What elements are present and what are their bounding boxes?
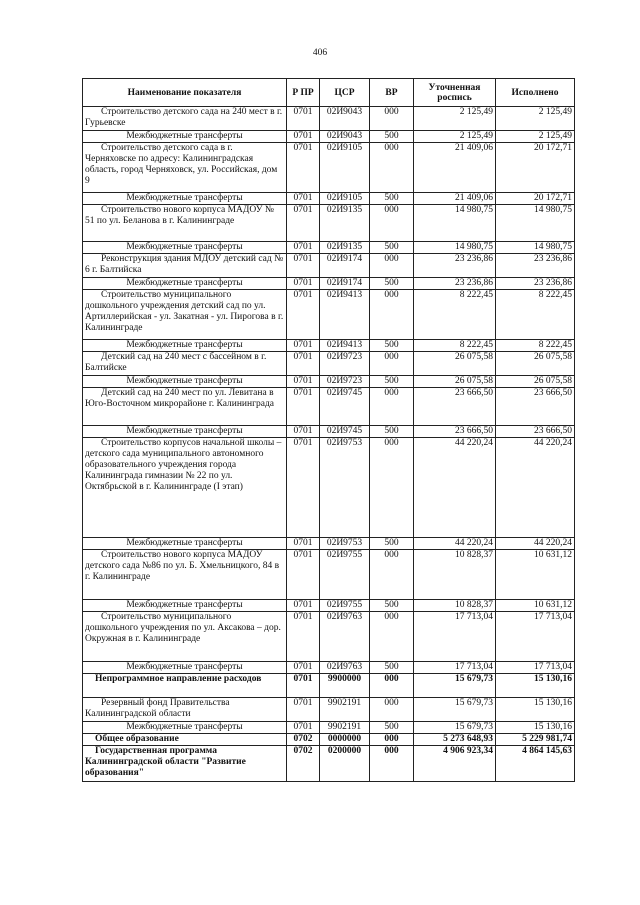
cell-isp: 8 222,45 — [496, 290, 575, 340]
cell-rpr: 0701 — [287, 722, 320, 734]
cell-name: Строительство корпусов начальной школы – детского сада муниципального автономного образовательного учреждения города Калининграда гимназии № 22 по ул. Октябрьской в г. Калининграде (I этап) — [83, 438, 287, 538]
cell-utoch: 8 222,45 — [414, 340, 496, 352]
cell-rpr: 0701 — [287, 662, 320, 674]
table-row — [83, 426, 575, 438]
cell-isp: 15 130,16 — [496, 698, 575, 722]
cell-isp: 5 229 981,74 — [496, 734, 575, 746]
cell-name: Межбюджетные трансферты — [83, 722, 287, 734]
cell-utoch: 14 980,75 — [414, 242, 496, 254]
cell-rpr: 0701 — [287, 388, 320, 426]
cell-utoch: 8 222,45 — [414, 290, 496, 340]
cell-name: Государственная программа Калининградской области "Развитие образования" — [83, 746, 287, 782]
table-row — [83, 746, 575, 782]
cell-utoch: 4 906 923,34 — [414, 746, 496, 782]
cell-vr: 000 — [370, 254, 414, 278]
cell-name: Резервный фонд Правительства Калининградской области — [83, 698, 287, 722]
column-header-csr: ЦСР — [320, 79, 370, 107]
cell-utoch: 15 679,73 — [414, 698, 496, 722]
table-row — [83, 107, 575, 131]
cell-isp: 17 713,04 — [496, 662, 575, 674]
cell-utoch: 14 980,75 — [414, 205, 496, 242]
cell-name: Непрограммное направление расходов — [83, 674, 287, 698]
cell-isp: 23 666,50 — [496, 426, 575, 438]
cell-csr: 9900000 — [320, 674, 370, 698]
table-header-row — [83, 79, 575, 107]
table-row — [83, 376, 575, 388]
table-row — [83, 438, 575, 538]
cell-isp: 44 220,24 — [496, 438, 575, 538]
cell-name: Межбюджетные трансферты — [83, 376, 287, 388]
page-number: 406 — [312, 48, 328, 58]
cell-vr: 000 — [370, 143, 414, 193]
cell-rpr: 0702 — [287, 734, 320, 746]
cell-name: Детский сад на 240 мест с бассейном в г. Балтийске — [83, 352, 287, 376]
cell-rpr: 0701 — [287, 340, 320, 352]
cell-name: Межбюджетные трансферты — [83, 193, 287, 205]
cell-csr: 9902191 — [320, 698, 370, 722]
cell-isp: 2 125,49 — [496, 107, 575, 131]
cell-utoch: 21 409,06 — [414, 143, 496, 193]
cell-csr: 02И9745 — [320, 388, 370, 426]
cell-isp: 17 713,04 — [496, 612, 575, 662]
cell-csr: 02И9043 — [320, 107, 370, 131]
cell-csr: 02И9135 — [320, 242, 370, 254]
cell-isp: 10 631,12 — [496, 600, 575, 612]
cell-name: Межбюджетные трансферты — [83, 278, 287, 290]
cell-rpr: 0702 — [287, 746, 320, 782]
table-row — [83, 698, 575, 722]
cell-csr: 02И9723 — [320, 376, 370, 388]
cell-vr: 500 — [370, 278, 414, 290]
cell-utoch: 15 679,73 — [414, 722, 496, 734]
cell-name: Строительство муниципального дошкольного учреждения детский сад по ул. Артиллерийская - ул. Закатная - ул. Пирогова в г. Калининграде — [83, 290, 287, 340]
table-row — [83, 538, 575, 550]
cell-vr: 000 — [370, 205, 414, 242]
cell-rpr: 0701 — [287, 426, 320, 438]
cell-isp: 8 222,45 — [496, 340, 575, 352]
cell-csr: 02И9135 — [320, 205, 370, 242]
cell-name: Межбюджетные трансферты — [83, 340, 287, 352]
cell-vr: 000 — [370, 388, 414, 426]
cell-csr: 02И9174 — [320, 254, 370, 278]
cell-isp: 26 075,58 — [496, 352, 575, 376]
cell-vr: 500 — [370, 662, 414, 674]
cell-vr: 500 — [370, 193, 414, 205]
cell-csr: 02И9043 — [320, 131, 370, 143]
table-row — [83, 734, 575, 746]
table-row — [83, 600, 575, 612]
cell-isp: 15 130,16 — [496, 722, 575, 734]
cell-csr: 9902191 — [320, 722, 370, 734]
cell-name: Межбюджетные трансферты — [83, 131, 287, 143]
cell-rpr: 0701 — [287, 538, 320, 550]
cell-vr: 500 — [370, 538, 414, 550]
cell-csr: 02И9105 — [320, 193, 370, 205]
cell-isp: 20 172,71 — [496, 143, 575, 193]
cell-csr: 02И9763 — [320, 662, 370, 674]
cell-utoch: 26 075,58 — [414, 376, 496, 388]
cell-vr: 000 — [370, 550, 414, 600]
cell-csr: 0000000 — [320, 734, 370, 746]
cell-utoch: 21 409,06 — [414, 193, 496, 205]
cell-rpr: 0701 — [287, 438, 320, 538]
cell-name: Межбюджетные трансферты — [83, 600, 287, 612]
cell-isp: 4 864 145,63 — [496, 746, 575, 782]
cell-vr: 500 — [370, 340, 414, 352]
cell-isp: 15 130,16 — [496, 674, 575, 698]
cell-rpr: 0701 — [287, 131, 320, 143]
cell-isp: 10 631,12 — [496, 550, 575, 600]
column-header-vr: ВР — [370, 79, 414, 107]
cell-rpr: 0701 — [287, 254, 320, 278]
cell-rpr: 0701 — [287, 143, 320, 193]
cell-vr: 000 — [370, 290, 414, 340]
cell-utoch: 17 713,04 — [414, 662, 496, 674]
cell-rpr: 0701 — [287, 698, 320, 722]
cell-vr: 500 — [370, 722, 414, 734]
table-row — [83, 143, 575, 193]
cell-utoch: 23 666,50 — [414, 426, 496, 438]
cell-isp: 14 980,75 — [496, 242, 575, 254]
table-row — [83, 612, 575, 662]
cell-name: Межбюджетные трансферты — [83, 662, 287, 674]
cell-utoch: 26 075,58 — [414, 352, 496, 376]
table-row — [83, 278, 575, 290]
cell-rpr: 0701 — [287, 278, 320, 290]
cell-utoch: 2 125,49 — [414, 107, 496, 131]
table-row — [83, 662, 575, 674]
cell-name: Общее образование — [83, 734, 287, 746]
table-row — [83, 193, 575, 205]
cell-isp: 23 666,50 — [496, 388, 575, 426]
cell-vr: 000 — [370, 107, 414, 131]
cell-csr: 02И9763 — [320, 612, 370, 662]
cell-utoch: 10 828,37 — [414, 550, 496, 600]
column-header-rpr: Р ПР — [287, 79, 320, 107]
cell-utoch: 44 220,24 — [414, 538, 496, 550]
cell-name: Строительство нового корпуса МАДОУ № 51 по ул. Беланова в г. Калининграде — [83, 205, 287, 242]
cell-rpr: 0701 — [287, 193, 320, 205]
cell-rpr: 0701 — [287, 376, 320, 388]
budget-table — [82, 78, 575, 782]
cell-rpr: 0701 — [287, 205, 320, 242]
column-header-name: Наименование показателя — [83, 79, 287, 107]
cell-csr: 02И9174 — [320, 278, 370, 290]
cell-rpr: 0701 — [287, 352, 320, 376]
cell-name: Детский сад на 240 мест по ул. Левитана в Юго-Восточном микрорайоне г. Калининграда — [83, 388, 287, 426]
cell-vr: 500 — [370, 376, 414, 388]
cell-rpr: 0701 — [287, 600, 320, 612]
cell-csr: 02И9753 — [320, 538, 370, 550]
cell-csr: 02И9105 — [320, 143, 370, 193]
table-row — [83, 254, 575, 278]
cell-name: Межбюджетные трансферты — [83, 538, 287, 550]
cell-rpr: 0701 — [287, 242, 320, 254]
cell-vr: 500 — [370, 426, 414, 438]
table-row — [83, 722, 575, 734]
cell-name: Строительство детского сада на 240 мест в г. Гурьевске — [83, 107, 287, 131]
cell-isp: 23 236,86 — [496, 278, 575, 290]
cell-utoch: 23 666,50 — [414, 388, 496, 426]
cell-vr: 500 — [370, 131, 414, 143]
cell-vr: 000 — [370, 438, 414, 538]
cell-rpr: 0701 — [287, 550, 320, 600]
cell-csr: 02И9413 — [320, 290, 370, 340]
cell-rpr: 0701 — [287, 674, 320, 698]
table-row — [83, 550, 575, 600]
table-body — [83, 107, 575, 782]
cell-csr: 02И9745 — [320, 426, 370, 438]
cell-isp: 20 172,71 — [496, 193, 575, 205]
cell-name: Строительство муниципального дошкольного учреждения по ул. Аксакова – дор. Окружная в г. Калининграде — [83, 612, 287, 662]
cell-isp: 14 980,75 — [496, 205, 575, 242]
cell-vr: 000 — [370, 746, 414, 782]
cell-rpr: 0701 — [287, 612, 320, 662]
table-row — [83, 388, 575, 426]
table-row — [83, 340, 575, 352]
table-row — [83, 290, 575, 340]
cell-isp: 23 236,86 — [496, 254, 575, 278]
table-row — [83, 131, 575, 143]
cell-csr: 02И9723 — [320, 352, 370, 376]
cell-vr: 000 — [370, 674, 414, 698]
cell-isp: 44 220,24 — [496, 538, 575, 550]
cell-rpr: 0701 — [287, 107, 320, 131]
cell-name: Межбюджетные трансферты — [83, 426, 287, 438]
cell-utoch: 44 220,24 — [414, 438, 496, 538]
cell-csr: 02И9413 — [320, 340, 370, 352]
cell-csr: 02И9755 — [320, 550, 370, 600]
cell-utoch: 2 125,49 — [414, 131, 496, 143]
table-row — [83, 242, 575, 254]
cell-utoch: 23 236,86 — [414, 254, 496, 278]
cell-isp: 2 125,49 — [496, 131, 575, 143]
cell-vr: 000 — [370, 612, 414, 662]
cell-vr: 000 — [370, 734, 414, 746]
cell-vr: 500 — [370, 600, 414, 612]
table-row — [83, 674, 575, 698]
cell-utoch: 17 713,04 — [414, 612, 496, 662]
cell-vr: 000 — [370, 352, 414, 376]
cell-utoch: 15 679,73 — [414, 674, 496, 698]
table-row — [83, 205, 575, 242]
cell-csr: 0200000 — [320, 746, 370, 782]
cell-csr: 02И9755 — [320, 600, 370, 612]
column-header-utoch: Уточненная роспись — [414, 79, 496, 107]
cell-vr: 500 — [370, 242, 414, 254]
cell-name: Строительство детского сада в г. Черняховске по адресу: Калининградская область, город Черняховск, ул. Российская, дом 9 — [83, 143, 287, 193]
cell-name: Реконструкция здания МДОУ детский сад № 6 г. Балтийска — [83, 254, 287, 278]
cell-name: Строительство нового корпуса МАДОУ детского сада №86 по ул. Б. Хмельницкого, 84 в г. Калининграде — [83, 550, 287, 600]
cell-utoch: 23 236,86 — [414, 278, 496, 290]
cell-csr: 02И9753 — [320, 438, 370, 538]
cell-vr: 000 — [370, 698, 414, 722]
cell-rpr: 0701 — [287, 290, 320, 340]
cell-utoch: 5 273 648,93 — [414, 734, 496, 746]
cell-isp: 26 075,58 — [496, 376, 575, 388]
cell-name: Межбюджетные трансферты — [83, 242, 287, 254]
table-row — [83, 352, 575, 376]
column-header-isp: Исполнено — [496, 79, 575, 107]
cell-utoch: 10 828,37 — [414, 600, 496, 612]
